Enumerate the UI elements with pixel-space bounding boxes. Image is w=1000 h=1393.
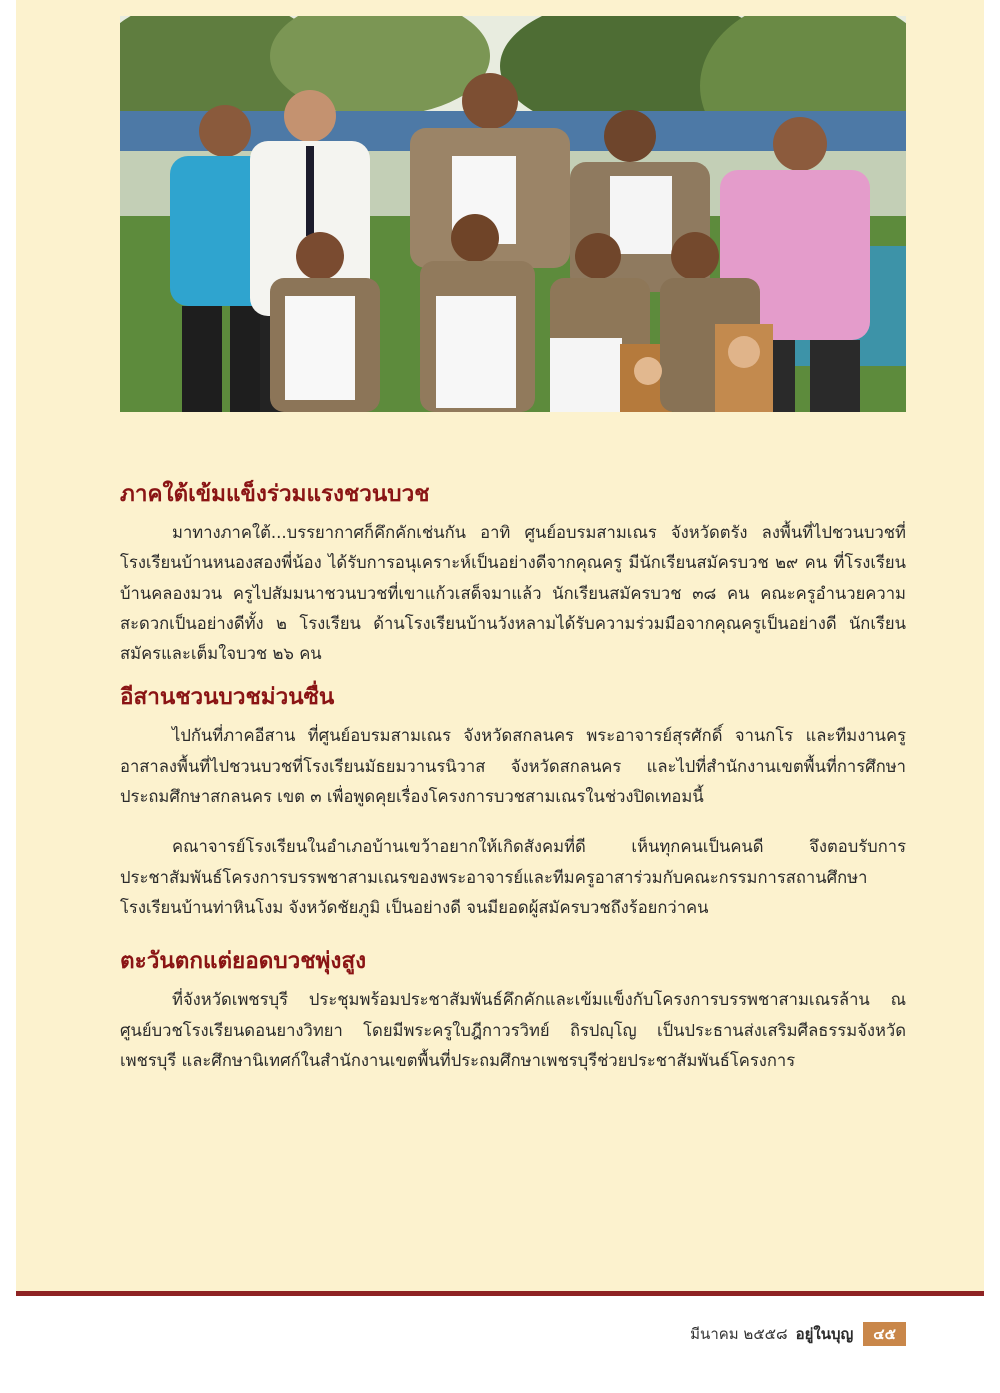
article-body	[120, 478, 906, 1076]
group-photo-image	[120, 16, 906, 412]
magazine-title: อยู่ในบุญ	[795, 1325, 854, 1343]
section-heading-south: ภาคใต้เข้มแข็งร่วมแรงชวนบวช	[120, 481, 430, 507]
paragraph-south: มาทางภาคใต้...บรรยากาศก็คึกคักเช่นกัน อาทิ ศูนย์อบรมสามเณร จังหวัดตรัง ลงพื้นที่ไปชวนบวชที่โรงเรียนบ้านหนองสองพี่น้อง ได้รับการอนุเคราะห์เป็นอย่างดีจากคุณครู มีนักเรียนสมัครบวช ๒๙ คน ที่โรงเรียนบ้านคลองมวน ครูไปสัมมนาชวนบวชที่เขาแก้วเสด็จมาแล้ว นักเรียนสมัครบวช ๓๘ คน คณะครูอำนวยความสะดวกเป็นอย่างดีทั้ง ๒ โรงเรียน ด้านโรงเรียนบ้านวังหลามได้รับความร่วมมือจากคุณครูเป็นอย่างดี นักเรียนสมัครและเต็มใจบวช ๒๖ คน	[120, 523, 906, 664]
group-photo	[120, 16, 906, 412]
issue-date: มีนาคม ๒๕๕๘	[690, 1325, 788, 1343]
section-heading-west: ตะวันตกแต่ยอดบวชพุ่งสูง	[120, 948, 367, 975]
paragraph-west: ที่จังหวัดเพชรบุรี ประชุมพร้อมประชาสัมพันธ์คึกคักและเข้มแข็งกับโครงการบรรพชาสามเณรล้าน ณ ศูนย์บวชโรงเรียนดอนยางวิทยา โดยมีพระครูใบฎีกาวรวิทย์ ถิรปญฺโญ เป็นประธานส่งเสริมศีลธรรมจังหวัดเพชรบุรี และศึกษานิเทศก์ในสำนักงานเขตพื้นที่ประถมศึกษาเพชรบุรีช่วยประชาสัมพันธ์โครงการ	[120, 990, 906, 1070]
footer-rule	[16, 1291, 984, 1296]
paragraph-isan-2: คณาจารย์โรงเรียนในอำเภอบ้านเขว้าอยากให้เกิดสังคมที่ดี เห็นทุกคนเป็นคนดี จึงตอบรับการประชาสัมพันธ์โครงการบรรพชาสามเณรของพระอาจารย์และทีมครูอาสาร่วมกับคณะกรรมการสถานศึกษาโรงเรียนบ้านท่าหินโงม จังหวัดชัยภูมิ เป็นอย่างดี จนมียอดผู้สมัครบวชถึงร้อยกว่าคน	[120, 837, 906, 917]
page-footer	[690, 1322, 906, 1346]
page-number-badge: ๔๕	[863, 1322, 906, 1346]
paragraph-isan-1: ไปกันที่ภาคอีสาน ที่ศูนย์อบรมสามเณร จังหวัดสกลนคร พระอาจารย์สุรศักดิ์ จานกโร และทีมงานครูอาสาลงพื้นที่ไปชวนบวชที่โรงเรียนมัธยมวานรนิวาส จังหวัดสกลนคร และไปที่สำนักงานเขตพื้นที่การศึกษาประถมศึกษาสกลนคร เขต ๓ เพื่อพูดคุยเรื่องโครงการบวชสามเณรในช่วงปิดเทอมนี้	[120, 726, 906, 807]
section-heading-isan: อีสานชวนบวชม่วนซื่น	[120, 684, 335, 711]
